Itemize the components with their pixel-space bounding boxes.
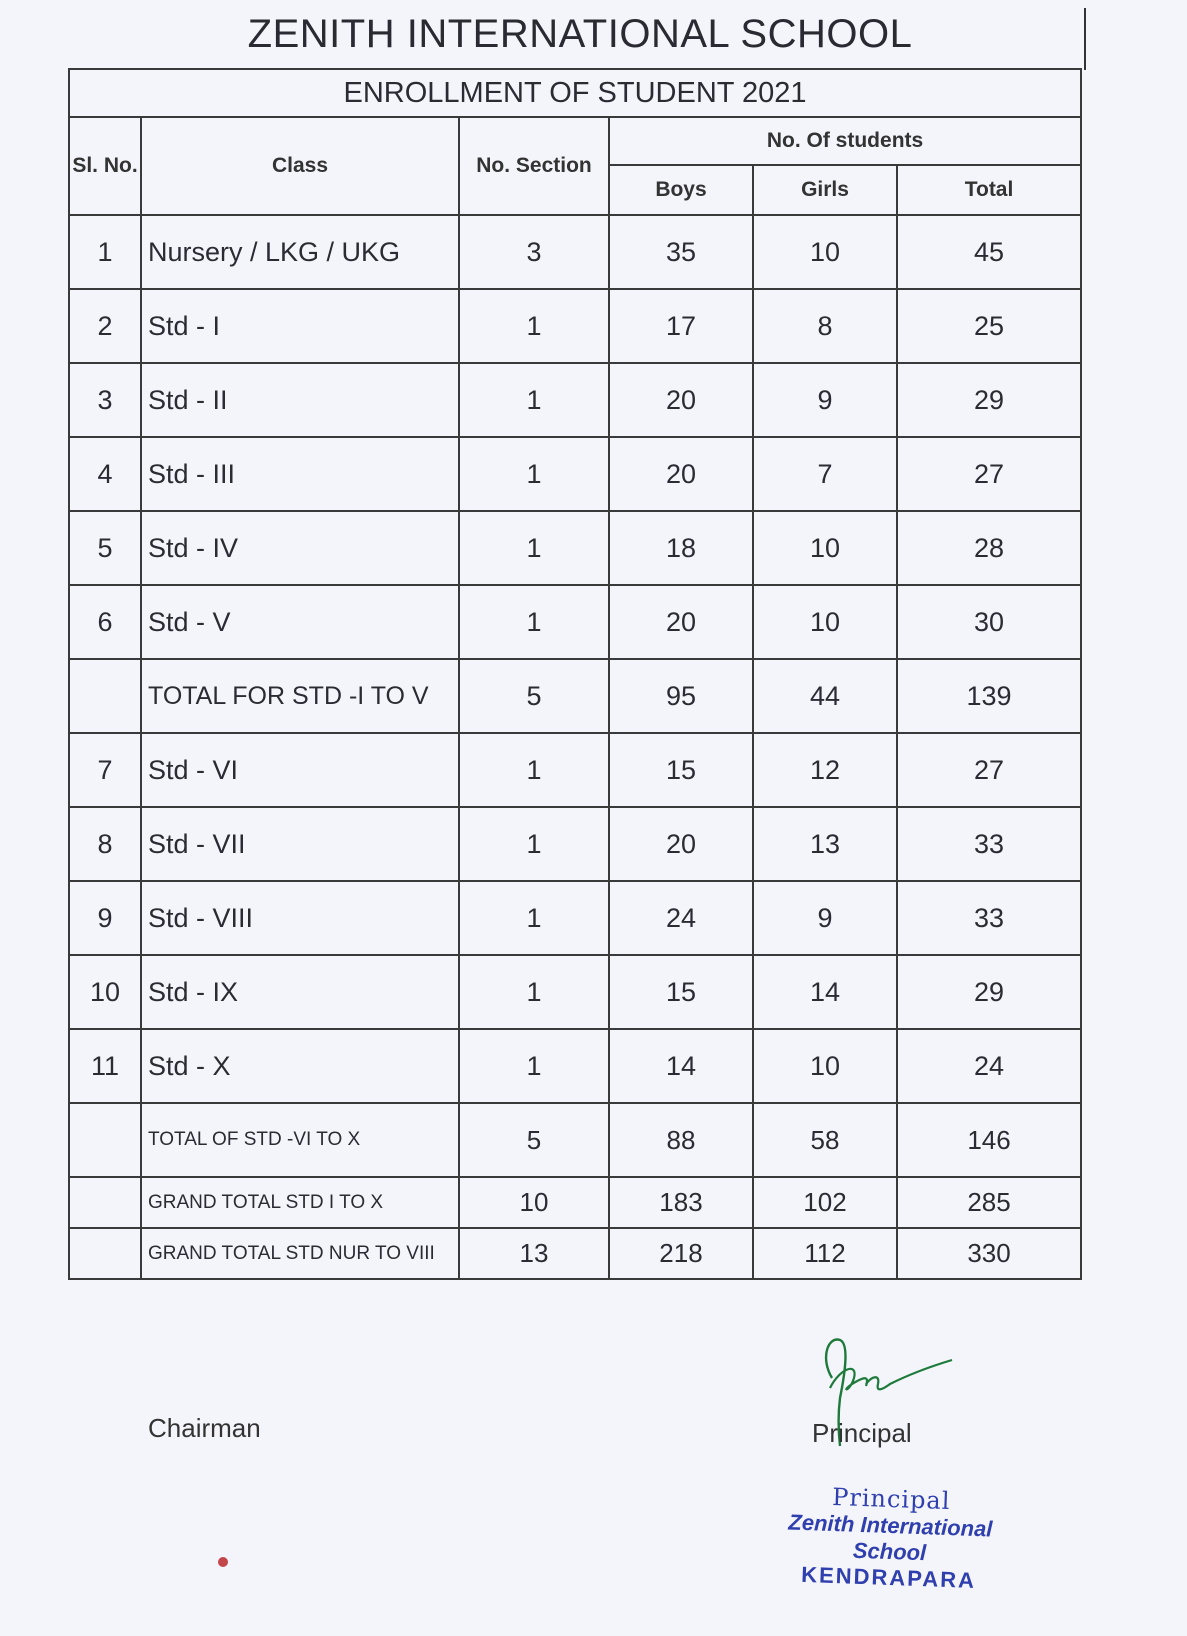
cell-total: 139	[897, 659, 1081, 733]
table-row	[69, 363, 1081, 437]
cell-total: 45	[897, 215, 1081, 289]
table-row	[69, 215, 1081, 289]
cell-girls: 7	[753, 437, 897, 511]
header-sl-no: Sl. No.	[69, 117, 141, 215]
cell-class: Std - IV	[141, 511, 459, 585]
cell-sections: 13	[459, 1228, 609, 1279]
cell-sections: 3	[459, 215, 609, 289]
table-row	[69, 585, 1081, 659]
table-row	[69, 511, 1081, 585]
cell-sections: 1	[459, 955, 609, 1029]
enrollment-table	[68, 68, 1082, 1280]
table-row	[69, 881, 1081, 955]
cell-boys: 20	[609, 437, 753, 511]
grand-total-row	[69, 1228, 1081, 1279]
cell-sections: 1	[459, 511, 609, 585]
cell-class: TOTAL FOR STD -I TO V	[141, 659, 459, 733]
cell-girls: 9	[753, 363, 897, 437]
cell-sections: 5	[459, 659, 609, 733]
cell-total: 30	[897, 585, 1081, 659]
principal-stamp	[758, 1480, 1022, 1595]
cell-girls: 8	[753, 289, 897, 363]
cell-boys: 218	[609, 1228, 753, 1279]
cell-total: 27	[897, 733, 1081, 807]
table-row	[69, 733, 1081, 807]
cell-boys: 20	[609, 363, 753, 437]
cell-boys: 15	[609, 955, 753, 1029]
cell-sections: 1	[459, 807, 609, 881]
cell-boys: 18	[609, 511, 753, 585]
header-girls: Girls	[753, 165, 897, 215]
cell-sl	[69, 1228, 141, 1279]
cell-sl	[69, 1103, 141, 1177]
cell-boys: 183	[609, 1177, 753, 1228]
cell-girls: 10	[753, 585, 897, 659]
principal-label: Principal	[812, 1418, 912, 1448]
cell-girls: 10	[753, 511, 897, 585]
cell-class: Nursery / LKG / UKG	[141, 215, 459, 289]
cell-sl	[69, 1177, 141, 1228]
cell-sections: 1	[459, 1029, 609, 1103]
cell-sl: 11	[69, 1029, 141, 1103]
cell-sections: 1	[459, 437, 609, 511]
cell-boys: 20	[609, 585, 753, 659]
cell-sections: 1	[459, 585, 609, 659]
cell-sl: 1	[69, 215, 141, 289]
cell-total: 330	[897, 1228, 1081, 1279]
cell-girls: 13	[753, 807, 897, 881]
cell-sections: 10	[459, 1177, 609, 1228]
chairman-label: Chairman	[148, 1413, 261, 1443]
cell-boys: 15	[609, 733, 753, 807]
cell-sl: 10	[69, 955, 141, 1029]
cell-sl: 9	[69, 881, 141, 955]
table-row	[69, 437, 1081, 511]
cell-girls: 58	[753, 1103, 897, 1177]
header-total: Total	[897, 165, 1081, 215]
cell-girls: 12	[753, 733, 897, 807]
cell-class: Std - I	[141, 289, 459, 363]
cell-total: 29	[897, 955, 1081, 1029]
border-line	[1084, 8, 1086, 70]
cell-class: Std - X	[141, 1029, 459, 1103]
cell-total: 33	[897, 881, 1081, 955]
cell-girls: 9	[753, 881, 897, 955]
cell-class: TOTAL OF STD -VI TO X	[141, 1103, 459, 1177]
cell-sections: 1	[459, 881, 609, 955]
cell-class: Std - IX	[141, 955, 459, 1029]
stamp-title: Principal	[831, 1482, 951, 1516]
cell-total: 25	[897, 289, 1081, 363]
cell-sections: 1	[459, 289, 609, 363]
cell-total: 24	[897, 1029, 1081, 1103]
cell-total: 28	[897, 511, 1081, 585]
cell-total: 29	[897, 363, 1081, 437]
stamp-school: Zenith International School	[787, 1509, 993, 1566]
table-row	[69, 955, 1081, 1029]
cell-class: Std - II	[141, 363, 459, 437]
cell-class: Std - V	[141, 585, 459, 659]
grand-total-row	[69, 1177, 1081, 1228]
cell-sections: 1	[459, 363, 609, 437]
header-no-section: No. Section	[459, 117, 609, 215]
header-boys: Boys	[609, 165, 753, 215]
subtotal-row	[69, 1103, 1081, 1177]
cell-class: GRAND TOTAL STD NUR TO VIII	[141, 1228, 459, 1279]
cell-sl: 5	[69, 511, 141, 585]
cell-sl: 4	[69, 437, 141, 511]
cell-class: Std - VI	[141, 733, 459, 807]
cell-boys: 88	[609, 1103, 753, 1177]
cell-sl: 8	[69, 807, 141, 881]
cell-boys: 20	[609, 807, 753, 881]
cell-boys: 14	[609, 1029, 753, 1103]
cell-boys: 35	[609, 215, 753, 289]
cell-class: Std - VIII	[141, 881, 459, 955]
header-no-of-students: No. Of students	[609, 117, 1081, 165]
cell-total: 27	[897, 437, 1081, 511]
cell-sl: 7	[69, 733, 141, 807]
cell-sections: 5	[459, 1103, 609, 1177]
cell-girls: 10	[753, 1029, 897, 1103]
cell-boys: 17	[609, 289, 753, 363]
table-row	[69, 1029, 1081, 1103]
cell-girls: 14	[753, 955, 897, 1029]
ink-dot	[218, 1557, 228, 1567]
school-title: ZENITH INTERNATIONAL SCHOOL	[247, 12, 913, 56]
cell-class: GRAND TOTAL STD I TO X	[141, 1177, 459, 1228]
cell-sections: 1	[459, 733, 609, 807]
table-row	[69, 289, 1081, 363]
cell-boys: 24	[609, 881, 753, 955]
subtotal-row	[69, 659, 1081, 733]
table-row	[69, 807, 1081, 881]
cell-sl: 3	[69, 363, 141, 437]
cell-sl: 6	[69, 585, 141, 659]
stamp-location: KENDRAPARA	[800, 1561, 977, 1594]
cell-girls: 44	[753, 659, 897, 733]
cell-total: 146	[897, 1103, 1081, 1177]
cell-class: Std - VII	[141, 807, 459, 881]
cell-girls: 102	[753, 1177, 897, 1228]
cell-class: Std - III	[141, 437, 459, 511]
header-class: Class	[141, 117, 459, 215]
cell-girls: 10	[753, 215, 897, 289]
cell-total: 33	[897, 807, 1081, 881]
cell-sl: 2	[69, 289, 141, 363]
table-subtitle: ENROLLMENT OF STUDENT 2021	[69, 69, 1081, 117]
cell-girls: 112	[753, 1228, 897, 1279]
cell-total: 285	[897, 1177, 1081, 1228]
cell-sl	[69, 659, 141, 733]
cell-boys: 95	[609, 659, 753, 733]
